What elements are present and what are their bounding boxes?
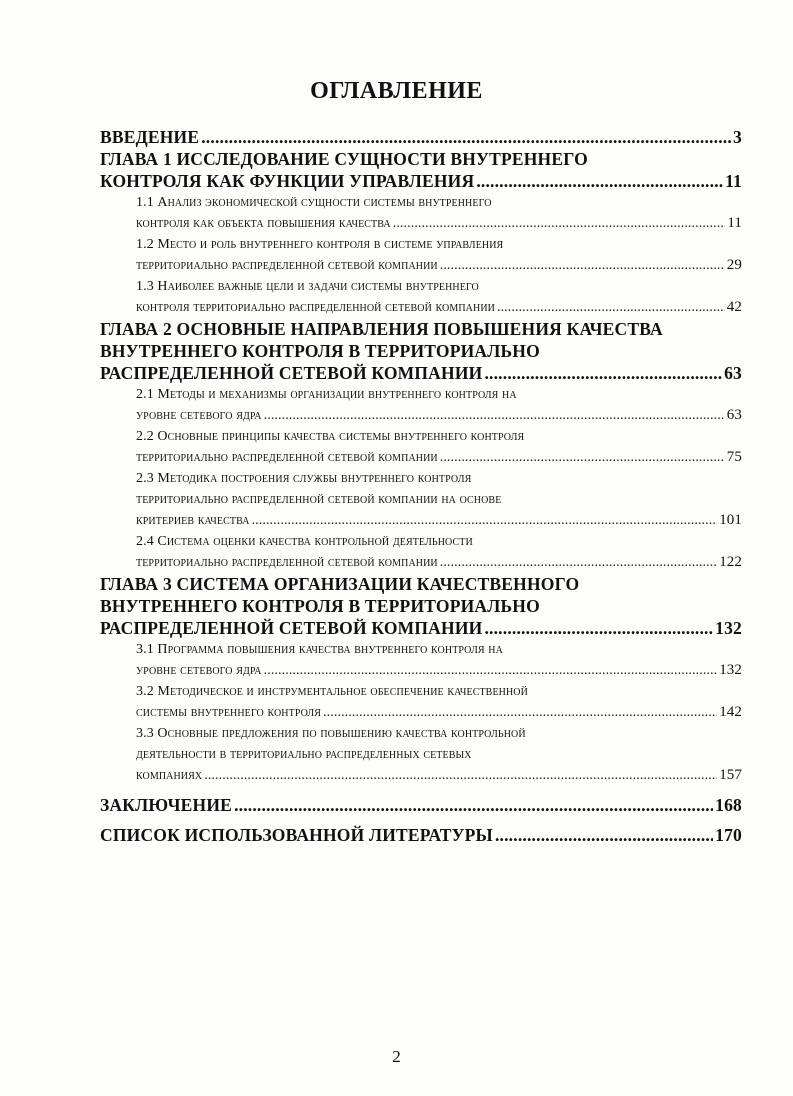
dot-leader bbox=[497, 297, 725, 318]
toc-section-line: территориально распределенной сетевой компании bbox=[136, 450, 438, 465]
toc-section-line: контроля как объекта повышения качества bbox=[136, 216, 391, 231]
toc-conclusion-page: 168 bbox=[715, 795, 742, 815]
toc-section-page: 11 bbox=[727, 215, 742, 231]
toc-section-1-1[interactable] bbox=[100, 192, 742, 234]
toc-section-2-3[interactable] bbox=[100, 468, 742, 531]
toc-section-line: критериев качества bbox=[136, 513, 250, 528]
toc-conclusion-text: ЗАКЛЮЧЕНИЕ bbox=[100, 795, 233, 815]
toc-chapter-2[interactable] bbox=[100, 318, 742, 384]
toc-chapter-3-page: 132 bbox=[715, 618, 742, 638]
toc-section-line: территориально распределенной сетевой компании bbox=[136, 555, 438, 570]
toc-section-page: 42 bbox=[726, 299, 742, 315]
toc-section-line: 2.3 Методика построения службы внутреннего контроля bbox=[136, 471, 472, 486]
dot-leader bbox=[264, 660, 718, 681]
toc-intro-page: 3 bbox=[733, 127, 742, 147]
toc-section-2-4[interactable] bbox=[100, 531, 742, 573]
toc-chapter-2-line: ГЛАВА 2 ОСНОВНЫЕ НАПРАВЛЕНИЯ ПОВЫШЕНИЯ КАЧЕСТВА bbox=[100, 319, 663, 339]
dot-leader bbox=[201, 126, 731, 148]
toc-section-line: контроля территориально распределенной сетевой компании bbox=[136, 300, 495, 315]
toc-chapter-2-page: 63 bbox=[724, 363, 742, 383]
toc-chapter-3[interactable] bbox=[100, 573, 742, 639]
dot-leader bbox=[252, 510, 718, 531]
toc-section-page: 75 bbox=[726, 449, 742, 465]
toc-section-line: территориально распределенной сетевой компании на основе bbox=[136, 492, 502, 507]
toc-section-page: 157 bbox=[719, 767, 742, 783]
toc-section-line: 2.1 Методы и механизмы организации внутреннего контроля на bbox=[136, 387, 517, 402]
dot-leader bbox=[484, 362, 722, 384]
toc-chapter-1-page: 11 bbox=[725, 171, 742, 191]
dot-leader bbox=[484, 617, 713, 639]
toc-section-page: 101 bbox=[719, 512, 742, 528]
toc-section-line: 2.4 Система оценки качества контрольной деятельности bbox=[136, 534, 473, 549]
dot-leader bbox=[323, 702, 717, 723]
page-title: ОГЛАВЛЕНИЕ bbox=[310, 78, 483, 104]
dot-leader bbox=[440, 552, 717, 573]
toc-section-line: системы внутреннего контроля bbox=[136, 705, 322, 720]
toc-chapter-3-line: РАСПРЕДЕЛЕННОЙ СЕТЕВОЙ КОМПАНИИ bbox=[100, 618, 483, 638]
dot-leader bbox=[476, 170, 723, 192]
dot-leader bbox=[393, 213, 726, 234]
toc-section-1-2[interactable] bbox=[100, 234, 742, 276]
toc-section-3-3[interactable] bbox=[100, 723, 742, 786]
toc-references[interactable] bbox=[100, 824, 742, 846]
toc-chapter-3-line: ГЛАВА 3 СИСТЕМА ОРГАНИЗАЦИИ КАЧЕСТВЕННОГО bbox=[100, 574, 580, 594]
toc-section-page: 63 bbox=[726, 407, 742, 423]
toc-section-line: 2.2 Основные принципы качества системы внутреннего контроля bbox=[136, 429, 525, 444]
toc-section-page: 29 bbox=[726, 257, 742, 273]
toc-section-line: компаниях bbox=[136, 768, 203, 783]
toc-section-3-1[interactable] bbox=[100, 639, 742, 681]
toc-section-1-3[interactable] bbox=[100, 276, 742, 318]
toc-chapter-2-line: РАСПРЕДЕЛЕННОЙ СЕТЕВОЙ КОМПАНИИ bbox=[100, 363, 483, 383]
dot-leader bbox=[234, 794, 713, 816]
toc-section-line: деятельности в территориально распределенных сетевых bbox=[136, 747, 472, 762]
toc-chapter-1-line: КОНТРОЛЯ КАК ФУНКЦИИ УПРАВЛЕНИЯ bbox=[100, 171, 475, 191]
toc-section-line: 1.2 Место и роль внутреннего контроля в системе управления bbox=[136, 237, 504, 252]
dot-leader bbox=[440, 255, 725, 276]
toc-section-line: уровне сетевого ядра bbox=[136, 408, 262, 423]
toc-section-line: 1.3 Наиболее важные цели и задачи системы внутреннего bbox=[136, 279, 479, 294]
toc-conclusion[interactable] bbox=[100, 794, 742, 816]
toc-section-line: 3.2 Методическое и инструментальное обеспечение качественной bbox=[136, 684, 528, 699]
toc-references-text: СПИСОК ИСПОЛЬЗОВАННОЙ ЛИТЕРАТУРЫ bbox=[100, 825, 493, 845]
toc-chapter-1-line: ГЛАВА 1 ИССЛЕДОВАНИЕ СУЩНОСТИ ВНУТРЕННЕГО bbox=[100, 149, 588, 169]
toc-chapter-2-line: ВНУТРЕННЕГО КОНТРОЛЯ В ТЕРРИТОРИАЛЬНО bbox=[100, 341, 540, 361]
dot-leader bbox=[204, 765, 717, 786]
dot-leader bbox=[440, 447, 725, 468]
page-number: 2 bbox=[392, 1047, 401, 1066]
toc-chapter-3-line: ВНУТРЕННЕГО КОНТРОЛЯ В ТЕРРИТОРИАЛЬНО bbox=[100, 596, 540, 616]
toc-references-page: 170 bbox=[715, 825, 742, 845]
toc-section-2-1[interactable] bbox=[100, 384, 742, 426]
table-of-contents bbox=[100, 126, 742, 846]
toc-section-2-2[interactable] bbox=[100, 426, 742, 468]
toc-section-page: 132 bbox=[719, 662, 742, 678]
toc-intro-text: ВВЕДЕНИЕ bbox=[100, 127, 200, 147]
toc-section-page: 122 bbox=[719, 554, 742, 570]
dot-leader bbox=[264, 405, 725, 426]
dot-leader bbox=[495, 824, 713, 846]
toc-section-line: уровне сетевого ядра bbox=[136, 663, 262, 678]
toc-section-line: 3.1 Программа повышения качества внутреннего контроля на bbox=[136, 642, 503, 657]
toc-section-line: территориально распределенной сетевой компании bbox=[136, 258, 438, 273]
toc-intro[interactable] bbox=[100, 126, 742, 148]
toc-section-3-2[interactable] bbox=[100, 681, 742, 723]
toc-chapter-1[interactable] bbox=[100, 148, 742, 192]
toc-section-page: 142 bbox=[719, 704, 742, 720]
toc-section-line: 3.3 Основные предложения по повышению качества контрольной bbox=[136, 726, 526, 741]
toc-section-line: 1.1 Анализ экономической сущности системы внутреннего bbox=[136, 195, 492, 210]
